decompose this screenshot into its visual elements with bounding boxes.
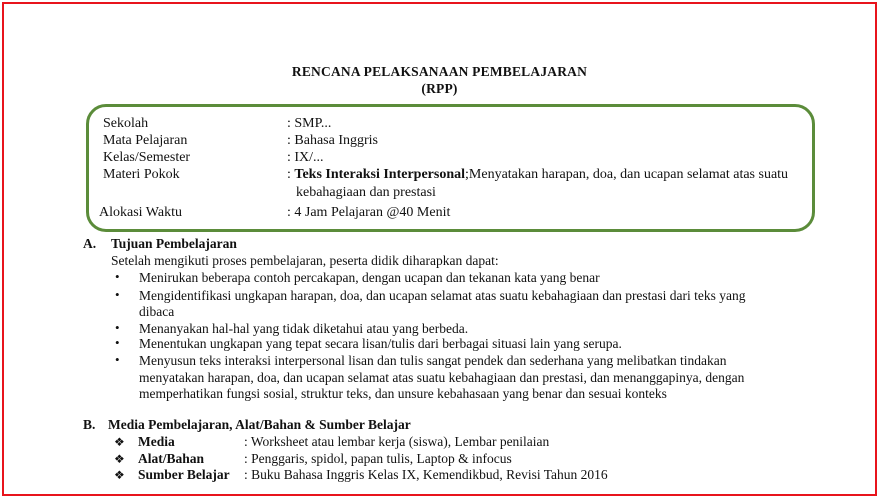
bullet-icon: • — [115, 320, 120, 335]
section-number: A. — [83, 236, 97, 251]
section-title: Media Pembelajaran, Alat/Bahan & Sumber Belajar — [108, 417, 411, 432]
info-value — [287, 166, 788, 183]
info-label: Materi Pokok — [103, 167, 180, 182]
info-value-prefix: : — [287, 167, 295, 182]
media-label: Sumber Belajar — [138, 467, 230, 482]
objective-item-line: dibaca — [139, 304, 175, 319]
bullet-icon: • — [115, 352, 120, 367]
info-label: Sekolah — [103, 116, 149, 131]
objective-item-line: Mengidentifikasi ungkapan harapan, doa, dan ucapan selamat atas suatu kebahagiaan dan prestasi dari teks yang — [139, 288, 746, 303]
media-label: Alat/Bahan — [138, 451, 205, 466]
section-number: B. — [83, 417, 96, 432]
info-value: : Bahasa Inggris — [287, 133, 378, 148]
diamond-bullet-icon: ❖ — [114, 435, 125, 449]
bullet-icon: • — [115, 269, 120, 284]
info-row-materi-pokok-cont: kebahagiaan dan prestasi — [296, 185, 436, 200]
objective-item-line: memperhatikan fungsi sosial, struktur teks, dan unsure kebahasaan yang benar dan sesuai konteks — [139, 386, 667, 401]
objective-item-line: Menirukan beberapa contoh percakapan, dengan ucapan dan tekanan kata yang benar — [139, 270, 600, 285]
objective-item-line: Menentukan ungkapan yang tepat secara lisan/tulis dari berbagai situasi lain yang serupa. — [139, 336, 622, 351]
media-label: Media — [138, 434, 175, 449]
bullet-icon: • — [115, 335, 120, 350]
info-value-bold: Teks Interaksi Interpersonal — [294, 167, 466, 182]
info-label: Alokasi Waktu — [99, 205, 182, 220]
media-value: : Penggaris, spidol, papan tulis, Laptop & infocus — [244, 451, 512, 466]
objective-item-line: menyatakan harapan, doa, dan ucapan selamat atas suatu kebahagiaan dan prestasi, dan menanggapinya, dengan — [139, 370, 745, 385]
info-value: : IX/... — [287, 150, 324, 165]
section-title: Tujuan Pembelajaran — [111, 236, 237, 251]
document-title: RENCANA PELAKSANAAN PEMBELAJARAN — [291, 64, 588, 79]
info-label: Mata Pelajaran — [103, 133, 188, 148]
section-a-intro: Setelah mengikuti proses pembelajaran, peserta didik diharapkan dapat: — [111, 253, 499, 268]
media-value: : Buku Bahasa Inggris Kelas IX, Kemendikbud, Revisi Tahun 2016 — [244, 467, 608, 482]
diamond-bullet-icon: ❖ — [114, 468, 125, 482]
objective-item-line: Menyusun teks interaksi interpersonal lisan dan tulis sangat pendek dan sederhana yang melibatkan tindakan — [139, 353, 727, 368]
info-label: Kelas/Semester — [103, 150, 191, 165]
info-value-rest: ;Menyatakan harapan, doa, dan ucapan selamat atas suatu — [465, 167, 789, 182]
bullet-icon: • — [115, 287, 120, 302]
document-subtitle: (RPP) — [421, 81, 458, 96]
info-value: : 4 Jam Pelajaran @40 Menit — [287, 205, 451, 220]
info-value: : SMP... — [287, 116, 332, 131]
objective-item-line: Menanyakan hal-hal yang tidak diketahui atau yang berbeda. — [139, 321, 469, 336]
diamond-bullet-icon: ❖ — [114, 452, 125, 466]
media-value: : Worksheet atau lembar kerja (siswa), Lembar penilaian — [244, 434, 550, 449]
